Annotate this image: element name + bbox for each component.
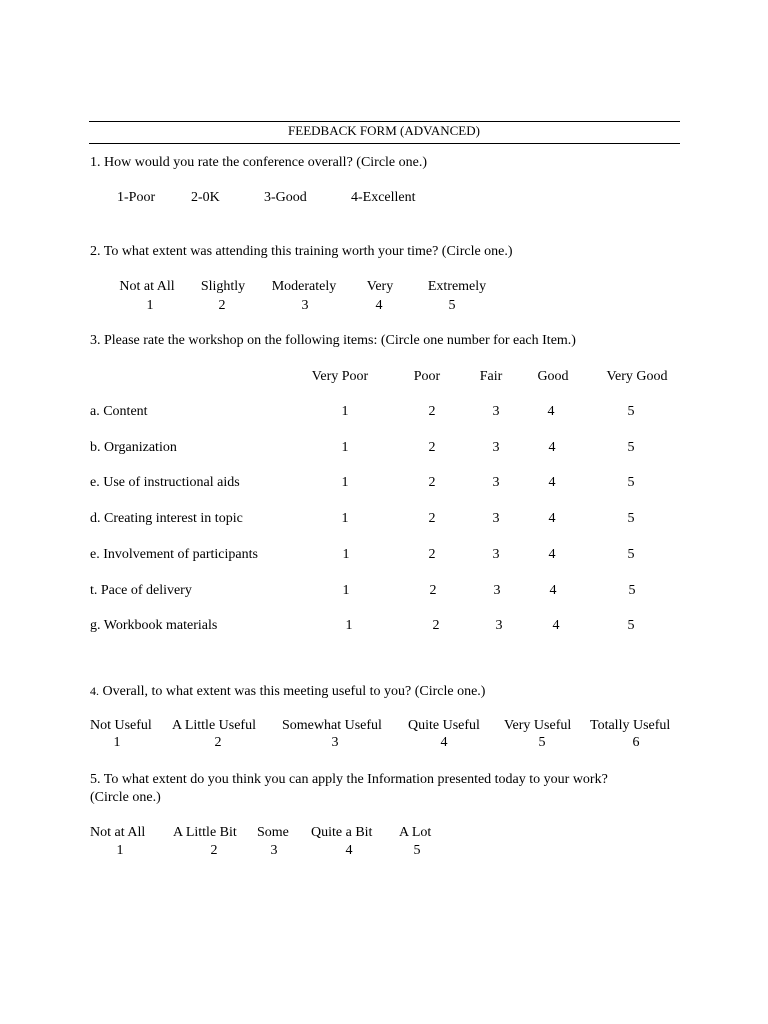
q3-row-value: 5 bbox=[627, 475, 635, 490]
q3-row-value: 5 bbox=[627, 618, 635, 633]
q3-row-value: 3 bbox=[495, 618, 503, 633]
q4-label-5: Very Useful bbox=[504, 718, 572, 733]
q3-row-value: 5 bbox=[627, 511, 635, 526]
q5-number-1: 1 bbox=[116, 843, 124, 858]
q4-number-3: 3 bbox=[331, 735, 339, 750]
q2-label-3: Moderately bbox=[271, 279, 337, 294]
q5-number-4: 4 bbox=[345, 843, 353, 858]
q3-row-label: t. Pace of delivery bbox=[90, 583, 192, 598]
title-bottom-rule bbox=[89, 143, 680, 144]
q3-row-value: 4 bbox=[548, 511, 556, 526]
q2-number-4: 4 bbox=[375, 298, 383, 313]
q5-label-5: A Lot bbox=[399, 825, 432, 840]
q2-number-1: 1 bbox=[146, 298, 154, 313]
q3-col-good: Good bbox=[537, 369, 569, 384]
q4-label-2: A Little Useful bbox=[172, 718, 256, 733]
q2-label-2: Slightly bbox=[200, 279, 246, 294]
q3-row-value: 3 bbox=[492, 404, 500, 419]
q4-number: 4. bbox=[90, 684, 99, 698]
q5-number-5: 5 bbox=[413, 843, 421, 858]
q3-row-value: 3 bbox=[492, 511, 500, 526]
q3-row-value: 2 bbox=[432, 618, 440, 633]
q5-number-2: 2 bbox=[210, 843, 218, 858]
q3-col-fair: Fair bbox=[479, 369, 503, 384]
q4-number-1: 1 bbox=[113, 735, 121, 750]
q2-question: 2. To what extent was attending this training worth your time? (Circle one.) bbox=[90, 244, 513, 259]
q4-number-4: 4 bbox=[440, 735, 448, 750]
q3-row-value: 1 bbox=[341, 440, 349, 455]
q3-row-label: d. Creating interest in topic bbox=[90, 511, 243, 526]
q3-row-value: 2 bbox=[428, 475, 436, 490]
q3-row-label: b. Organization bbox=[90, 440, 177, 455]
q3-row-label: e. Use of instructional aids bbox=[90, 475, 240, 490]
q3-col-very-good: Very Good bbox=[606, 369, 668, 384]
q1-option-4: 4-Excellent bbox=[351, 190, 416, 205]
q5-question-line2: (Circle one.) bbox=[90, 790, 161, 805]
q3-row-value: 3 bbox=[492, 440, 500, 455]
q3-row-value: 2 bbox=[428, 440, 436, 455]
q3-row-label: g. Workbook materials bbox=[90, 618, 218, 633]
q3-row-value: 5 bbox=[628, 583, 636, 598]
q1-question: 1. How would you rate the conference overall? (Circle one.) bbox=[90, 155, 428, 170]
q3-row-value: 2 bbox=[428, 511, 436, 526]
q3-row-value: 1 bbox=[342, 583, 350, 598]
q3-row-value: 4 bbox=[548, 440, 556, 455]
q5-label-4: Quite a Bit bbox=[311, 825, 373, 840]
q3-row-value: 3 bbox=[492, 547, 500, 562]
q1-option-3: 3-Good bbox=[264, 190, 307, 205]
q4-number-5: 5 bbox=[538, 735, 546, 750]
q3-row-value: 4 bbox=[549, 583, 557, 598]
q3-row-label: e. Involvement of participants bbox=[90, 547, 258, 562]
q3-row-value: 1 bbox=[341, 511, 349, 526]
q5-label-2: A Little Bit bbox=[173, 825, 237, 840]
q3-row-value: 4 bbox=[548, 547, 556, 562]
q3-row-value: 5 bbox=[627, 547, 635, 562]
q5-label-3: Some bbox=[257, 825, 289, 840]
q3-row-value: 2 bbox=[428, 547, 436, 562]
q2-label-5: Extremely bbox=[427, 279, 487, 294]
q4-question-text: Overall, to what extent was this meeting useful to you? (Circle one.) bbox=[99, 684, 486, 699]
q4-label-3: Somewhat Useful bbox=[282, 718, 382, 733]
q3-row-value: 5 bbox=[627, 404, 635, 419]
q3-row-value: 5 bbox=[627, 440, 635, 455]
q4-number-2: 2 bbox=[214, 735, 222, 750]
q3-row-value: 3 bbox=[493, 583, 501, 598]
q3-row-value: 1 bbox=[345, 618, 353, 633]
q2-number-5: 5 bbox=[448, 298, 456, 313]
q3-question: 3. Please rate the workshop on the following items: (Circle one number for each Item.) bbox=[90, 333, 576, 348]
form-title: FEEDBACK FORM (ADVANCED) bbox=[288, 123, 480, 138]
q3-row-value: 1 bbox=[342, 547, 350, 562]
q4-label-6: Totally Useful bbox=[590, 718, 671, 733]
q3-row-value: 4 bbox=[552, 618, 560, 633]
q1-option-2: 2-0K bbox=[191, 190, 220, 205]
q2-label-4: Very bbox=[366, 279, 394, 294]
q3-row-value: 3 bbox=[492, 475, 500, 490]
q3-row-value: 2 bbox=[429, 583, 437, 598]
q3-col-poor: Poor bbox=[413, 369, 441, 384]
q4-number-6: 6 bbox=[632, 735, 640, 750]
q3-row-value: 4 bbox=[547, 404, 555, 419]
q4-label-1: Not Useful bbox=[90, 718, 152, 733]
q3-row-value: 2 bbox=[428, 404, 436, 419]
q2-number-2: 2 bbox=[218, 298, 226, 313]
q1-option-1: 1-Poor bbox=[117, 190, 156, 205]
q3-row-label: a. Content bbox=[90, 404, 148, 419]
q2-number-3: 3 bbox=[301, 298, 309, 313]
q3-row-value: 1 bbox=[341, 404, 349, 419]
q3-row-value: 4 bbox=[548, 475, 556, 490]
q4-question bbox=[90, 683, 485, 700]
top-rule bbox=[89, 121, 680, 122]
q2-label-1: Not at All bbox=[119, 279, 175, 294]
q4-label-4: Quite Useful bbox=[408, 718, 480, 733]
q5-label-1: Not at All bbox=[90, 825, 146, 840]
q5-question-line1: 5. To what extent do you think you can apply the Information presented today to your work? bbox=[90, 772, 608, 787]
q3-row-value: 1 bbox=[341, 475, 349, 490]
q3-col-very-poor: Very Poor bbox=[311, 369, 369, 384]
q5-number-3: 3 bbox=[270, 843, 278, 858]
